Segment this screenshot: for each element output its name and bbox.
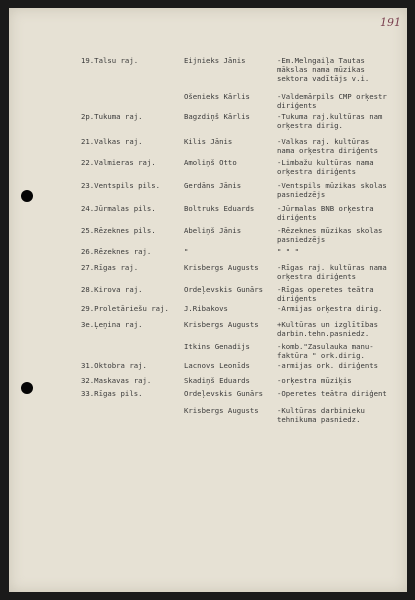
- entry-role-line: -Jūrmalas BNB orķestra: [277, 204, 374, 213]
- entry-name: Gerdāns Jānis: [184, 181, 242, 190]
- entry-role-line: -Armijas orķestra dirig.: [277, 304, 383, 313]
- entry-name: J.Ribakovs: [184, 304, 228, 313]
- entry-role-line: orķestra dirig.: [277, 121, 343, 130]
- entry-name: Boltruks Eduards: [184, 204, 255, 213]
- entry-name: Kilis Jānis: [184, 137, 233, 146]
- entry-role-line: -Rēzeknes mūzikas skolas: [277, 226, 383, 235]
- page-number: 191: [380, 16, 401, 29]
- entry-name: ": [184, 247, 189, 256]
- entry-role-line: -Limbažu kultūras nama: [277, 158, 374, 167]
- entry-name: Amoliņš Otto: [184, 158, 237, 167]
- entry-role-line: -Ventspils mūzikas skolas: [277, 181, 387, 190]
- entry-name: Lacnovs Leonīds: [184, 361, 250, 370]
- entry-role-line: -orķestra mūziķis: [277, 376, 352, 385]
- entry-name: Bagzdiņš Kārlis: [184, 112, 250, 121]
- entry-role-line: faktūra " ork.dirig.: [277, 351, 365, 360]
- entry-role-line: tehnikuma pasniedz.: [277, 415, 361, 424]
- entry-role-line: diriģents: [277, 213, 317, 222]
- entry-role-line: +Kultūras un izglītības: [277, 320, 379, 329]
- entry-role-line: -Em.Melngaiļa Tautas: [277, 56, 365, 65]
- entry-name: Eijnieks Jānis: [184, 56, 246, 65]
- entry-name: Krisbergs Augusts: [184, 406, 259, 415]
- entry-region: 25.Rēzeknes pils.: [81, 226, 156, 235]
- entry-region: 26.Rēzeknes raj.: [81, 247, 152, 256]
- entry-region: 19.Talsu raj.: [81, 56, 139, 65]
- entry-region: 28.Kirova raj.: [81, 285, 143, 294]
- entry-region: 29.Proletāriešu raj.: [81, 304, 169, 313]
- entry-name: Itkins Genadijs: [184, 342, 250, 351]
- entry-role-line: -Valdemārpils CMP orķestr: [277, 92, 387, 101]
- punch-hole-top: [21, 190, 33, 202]
- entry-region: 32.Maskavas raj.: [81, 376, 152, 385]
- entry-role-line: darbin.tehn.pasniedz.: [277, 329, 370, 338]
- entry-role-line: orķestra diriģents: [277, 167, 357, 176]
- entry-role-line: pasniedzējs: [277, 235, 326, 244]
- entry-role-line: -Tukuma raj.kultūras nam: [277, 112, 383, 121]
- entry-role-line: diriģents: [277, 294, 317, 303]
- entry-name: Ordeļevskis Gunārs: [184, 285, 264, 294]
- document-page: [9, 8, 407, 592]
- entry-name: Krisbergs Augusts: [184, 320, 259, 329]
- entry-region: 31.Oktobra raj.: [81, 361, 147, 370]
- entry-role-line: nama orķestra diriģents: [277, 146, 379, 155]
- entry-role-line: -Rīgas raj. kultūras nama: [277, 263, 387, 272]
- entry-role-line: pasniedzējs: [277, 190, 326, 199]
- entry-role-line: diriģents: [277, 101, 317, 110]
- entry-role-line: -Rīgas operetes teātra: [277, 285, 374, 294]
- entry-role-line: -Kultūras darbinieku: [277, 406, 365, 415]
- entry-region: 23.Ventspils pils.: [81, 181, 161, 190]
- entry-role-line: -Operetes teātra diriģent: [277, 389, 387, 398]
- entry-region: 3е.Ļeņina raj.: [81, 320, 143, 329]
- entry-region: 21.Valkas raj.: [81, 137, 143, 146]
- entry-role-line: mākslas nama mūzikas: [277, 65, 365, 74]
- entry-name: Abeliņš Jānis: [184, 226, 242, 235]
- entry-role-line: -komb."Zasulauka manu-: [277, 342, 374, 351]
- entry-region: 24.Jūrmalas pils.: [81, 204, 156, 213]
- entry-name: Ordeļevskis Gunārs: [184, 389, 264, 398]
- entry-role-line: orķestra diriģents: [277, 272, 357, 281]
- punch-hole-bottom: [21, 382, 33, 394]
- entry-role-line: " " ": [277, 247, 299, 256]
- entry-region: 27.Rīgas raj.: [81, 263, 139, 272]
- entry-role-line: sektora vadītājs v.i.: [277, 74, 370, 83]
- entry-role-line: -Valkas raj. kultūras: [277, 137, 370, 146]
- entry-name: Skadiņš Eduards: [184, 376, 250, 385]
- entry-region: 2р.Tukuma raj.: [81, 112, 143, 121]
- entry-region: 33.Rīgas pils.: [81, 389, 143, 398]
- entry-name: Krisbergs Augusts: [184, 263, 259, 272]
- entry-name: Ošenieks Kārlis: [184, 92, 250, 101]
- entry-region: 22.Valmieras raj.: [81, 158, 156, 167]
- entry-role-line: -armijas ork. diriģents: [277, 361, 379, 370]
